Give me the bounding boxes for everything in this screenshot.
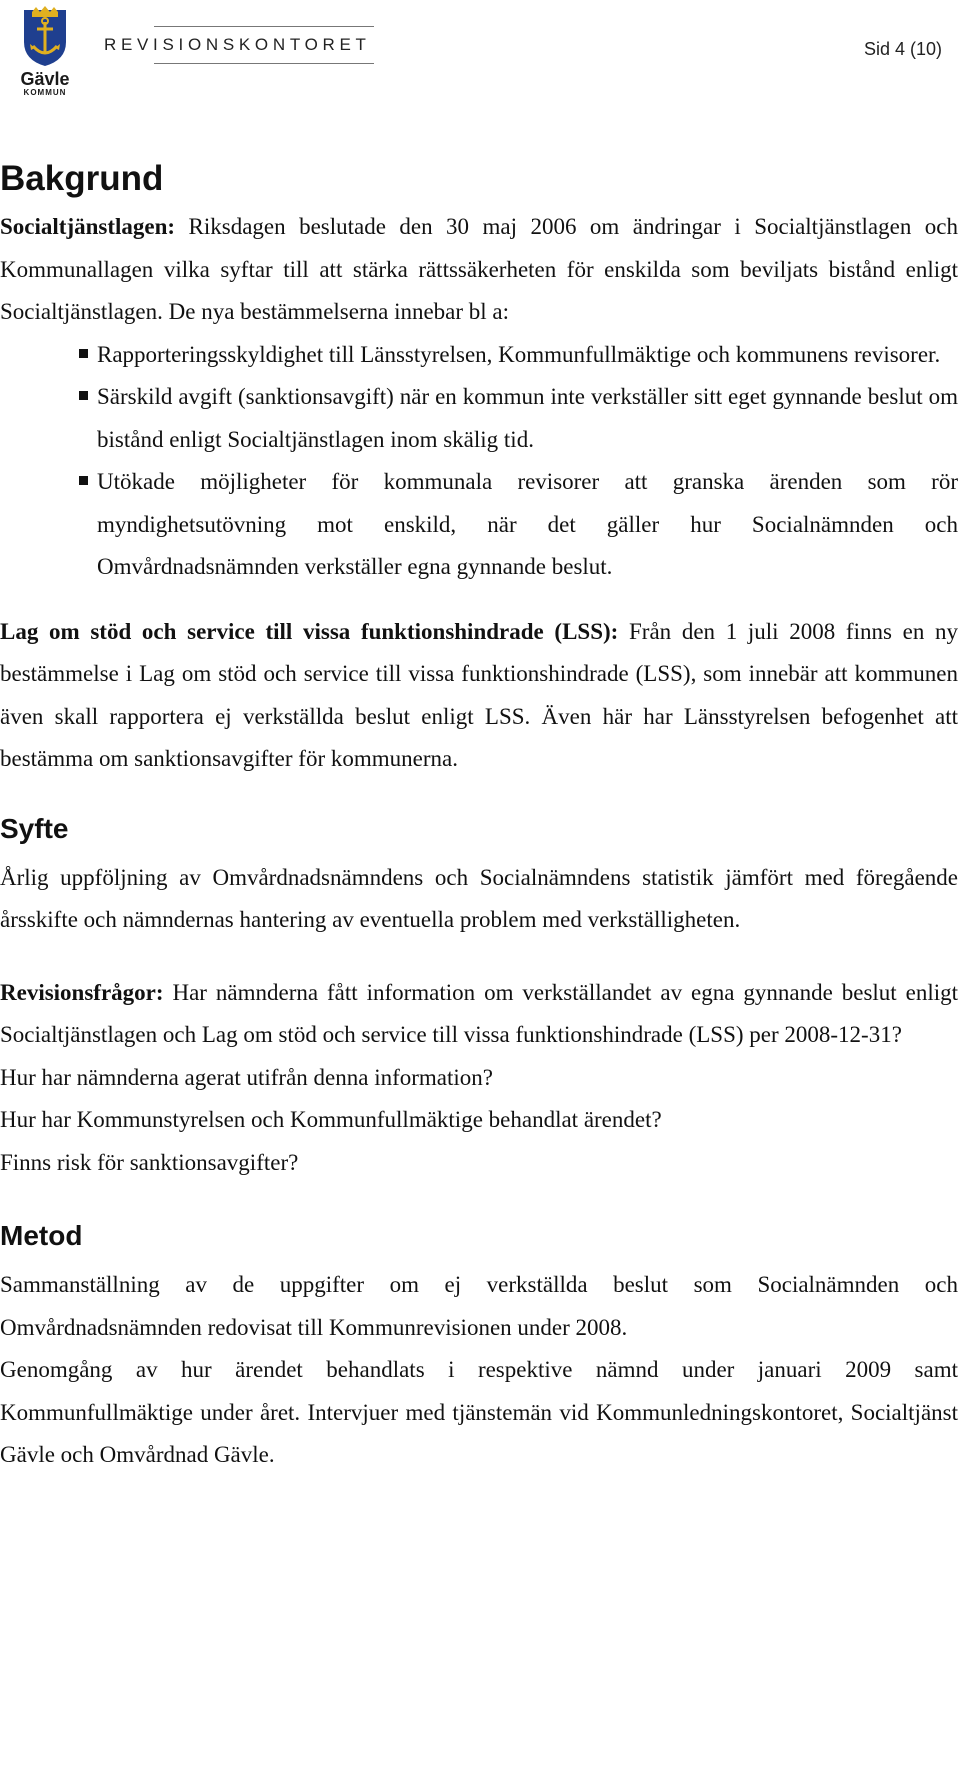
heading-syfte: Syfte bbox=[0, 812, 69, 844]
label-socialtjanstlagen: Socialtjänstlagen: bbox=[0, 214, 176, 239]
page-number: Sid 4 (10) bbox=[863, 39, 942, 59]
logo-subtitle: KOMMUN bbox=[23, 88, 67, 97]
label-lss: Lag om stöd och service till vissa funktionshindrade (LSS): bbox=[0, 618, 619, 644]
document-body bbox=[0, 158, 958, 1477]
bullet-square-icon bbox=[79, 349, 88, 358]
heading-bakgrund: Bakgrund bbox=[0, 159, 164, 198]
paragraph-lss bbox=[0, 611, 958, 781]
gavle-logo bbox=[18, 2, 72, 98]
question-behandlat: Hur har Kommunstyrelsen och Kommunfullmäktige behandlat ärendet? bbox=[0, 1107, 662, 1132]
paragraph-socialtjanstlagen bbox=[0, 206, 958, 334]
list-item-text: Särskild avgift (sanktionsavgift) när en kommun inte verkställer sitt eget gynnande beslut om bistånd enligt Socialtjänstlagen inom skälig tid. bbox=[97, 384, 958, 452]
page-header bbox=[0, 0, 960, 110]
list-item bbox=[0, 376, 958, 461]
paragraph-metod-1: Sammanställning av de uppgifter om ej verkställda beslut som Socialnämnden och Omvårdnadsnämnden redovisat till Kommunrevisionen under 2008. bbox=[0, 1272, 958, 1340]
department-block bbox=[104, 26, 374, 64]
text-lss: Från den 1 juli 2008 finns en ny bestämmelse i Lag om stöd och service till vissa funktionshindrade (LSS), som innebär att kommunen även skall rapportera ej verkställda beslut enligt LSS. Även här har Länsstyrelsen befogenhet att bestämma om sanktionsavgifter för kommunerna. bbox=[0, 618, 958, 771]
text-revisionsfragor: Har nämnderna fått information om verkställandet av egna gynnande beslut enligt Socialtjänstlagen och Lag om stöd och service till vissa funktionshindrade (LSS) per 2008-12-31? bbox=[0, 979, 958, 1047]
department-rule-top bbox=[154, 26, 374, 27]
bullet-square-icon bbox=[79, 391, 88, 400]
list-item-text: Rapporteringsskyldighet till Länsstyrelsen, Kommunfullmäktige och kommunens revisorer. bbox=[97, 341, 941, 367]
text-socialtjanstlagen: Riksdagen beslutade den 30 maj 2006 om ändringar i Socialtjänstlagen och Kommunallagen vilka syftar till att stärka rättssäkerheten för enskilda som beviljats bistånd enligt Socialtjänstlagen. De nya bestämmelserna innebar bl a: bbox=[0, 214, 958, 324]
list-item-text: Utökade möjligheter för kommunala revisorer att granska ärenden som rör myndighetsutövning mot enskild, när det gäller hur Socialnämnden och Omvårdnadsnämnden verkställer egna gynnande beslut. bbox=[97, 469, 958, 579]
paragraph-syfte: Årlig uppföljning av Omvårdnadsnämndens och Socialnämndens statistik jämfört med föregående årsskifte och nämndernas hantering av eventuella problem med verkställigheten. bbox=[0, 864, 958, 932]
list-item bbox=[0, 334, 958, 377]
question-agerat: Hur har nämnderna agerat utifrån denna information? bbox=[0, 1064, 494, 1090]
paragraph-revisionsfragor bbox=[0, 972, 958, 1057]
list-item bbox=[0, 461, 958, 589]
department-rule-bottom bbox=[154, 63, 374, 64]
bullet-list bbox=[0, 334, 958, 589]
question-risk: Finns risk för sanktionsavgifter? bbox=[0, 1149, 299, 1175]
department-name: REVISIONSKONTORET bbox=[104, 35, 371, 54]
bullet-square-icon bbox=[79, 476, 88, 485]
label-revisionsfragor: Revisionsfrågor: bbox=[0, 979, 164, 1005]
logo-name: Gävle bbox=[20, 69, 70, 89]
paragraph-metod-2: Genomgång av hur ärendet behandlats i respektive nämnd under januari 2009 samt Kommunfullmäktige under året. Intervjuer med tjänstemän vid Kommunledningskontoret, Socialtjänst Gävle och Omvårdnad Gävle. bbox=[0, 1357, 958, 1467]
heading-metod: Metod bbox=[0, 1220, 83, 1251]
crown-anchor-shield-icon bbox=[18, 2, 72, 68]
